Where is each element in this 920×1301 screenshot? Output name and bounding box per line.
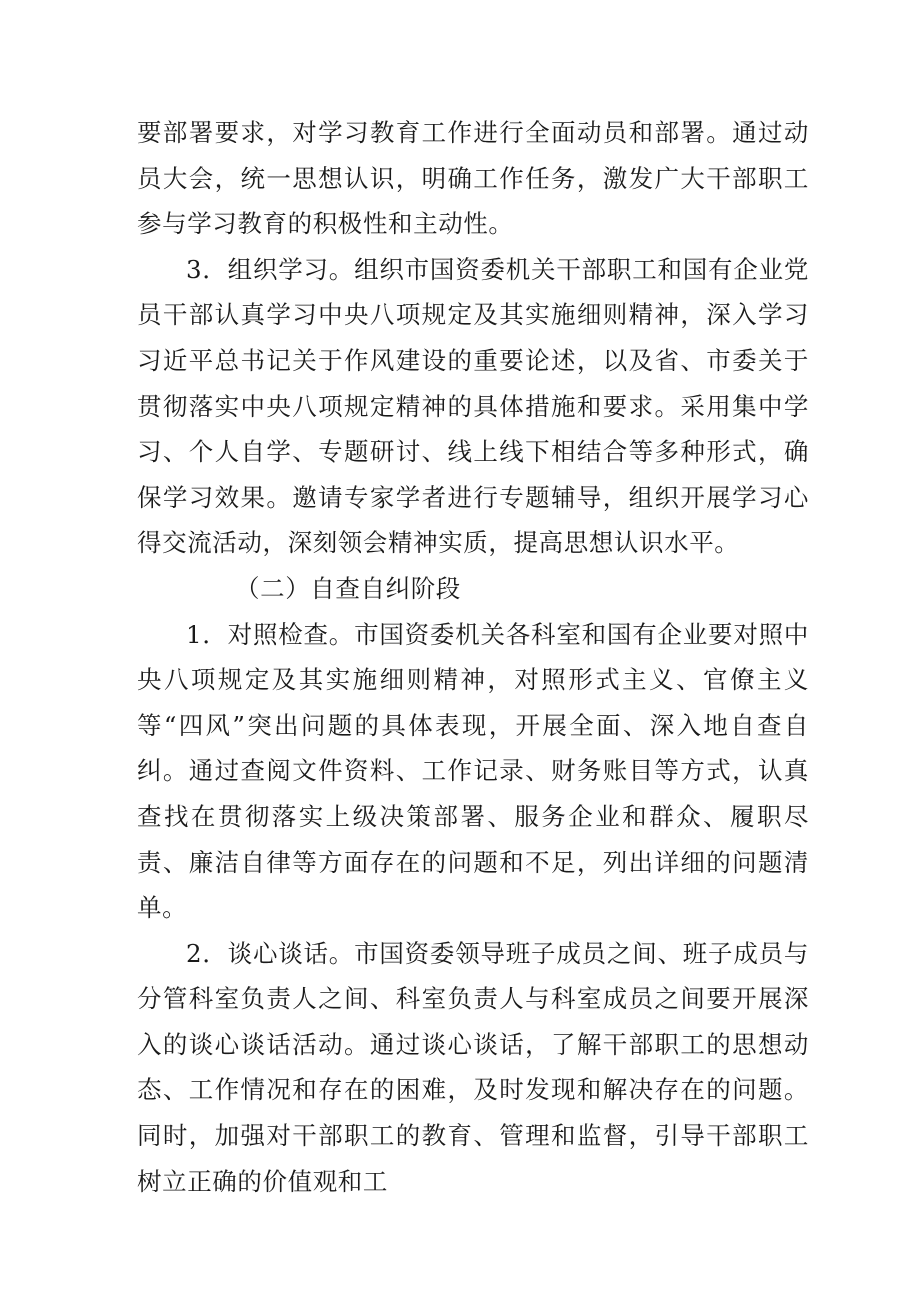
- paragraph-organize-study: 3．组织学习。组织市国资委机关干部职工和国有企业党员干部认真学习中央八项规定及其实施细则精神，深入学习习近平总书记关于作风建设的重要论述，以及省、市委关于贯彻落实中央八项规定精神的具体措施和要求。采用集中学习、个人自学、专题研讨、线上线下相结合等多种形式，确保学习效果。邀请专家学者进行专题辅导，组织开展学习心得交流活动，深刻领会精神实质，提高思想认识水平。: [137, 254, 809, 558]
- paragraph-continuation: 要部署要求，对学习教育工作进行全面动员和部署。通过动员大会，统一思想认识，明确工作任务，激发广大干部职工参与学习教育的积极性和主动性。: [137, 118, 809, 239]
- paragraph-check-against: 1．对照检查。市国资委机关各科室和国有企业要对照中央八项规定及其实施细则精神，对照形式主义、官僚主义等“四风”突出问题的具体表现，开展全面、深入地自查自纠。通过查阅文件资料、工作记录、财务账目等方式，认真查找在贯彻落实上级决策部署、服务企业和群众、履职尽责、廉洁自律等方面存在的问题和不足，列出详细的问题清单。: [137, 619, 809, 923]
- document-body: [137, 110, 809, 1204]
- paragraph-heart-to-heart-talk: 2．谈心谈话。市国资委领导班子成员之间、班子成员与分管科室负责人之间、科室负责人与科室成员之间要开展深入的谈心谈话活动。通过谈心谈话，了解干部职工的思想动态、工作情况和存在的困难，及时发现和解决存在的问题。同时，加强对干部职工的教育、管理和监督，引导干部职工树立正确的价值观和工: [137, 938, 809, 1196]
- section-heading-self-inspection: （二）自查自纠阶段: [235, 573, 461, 603]
